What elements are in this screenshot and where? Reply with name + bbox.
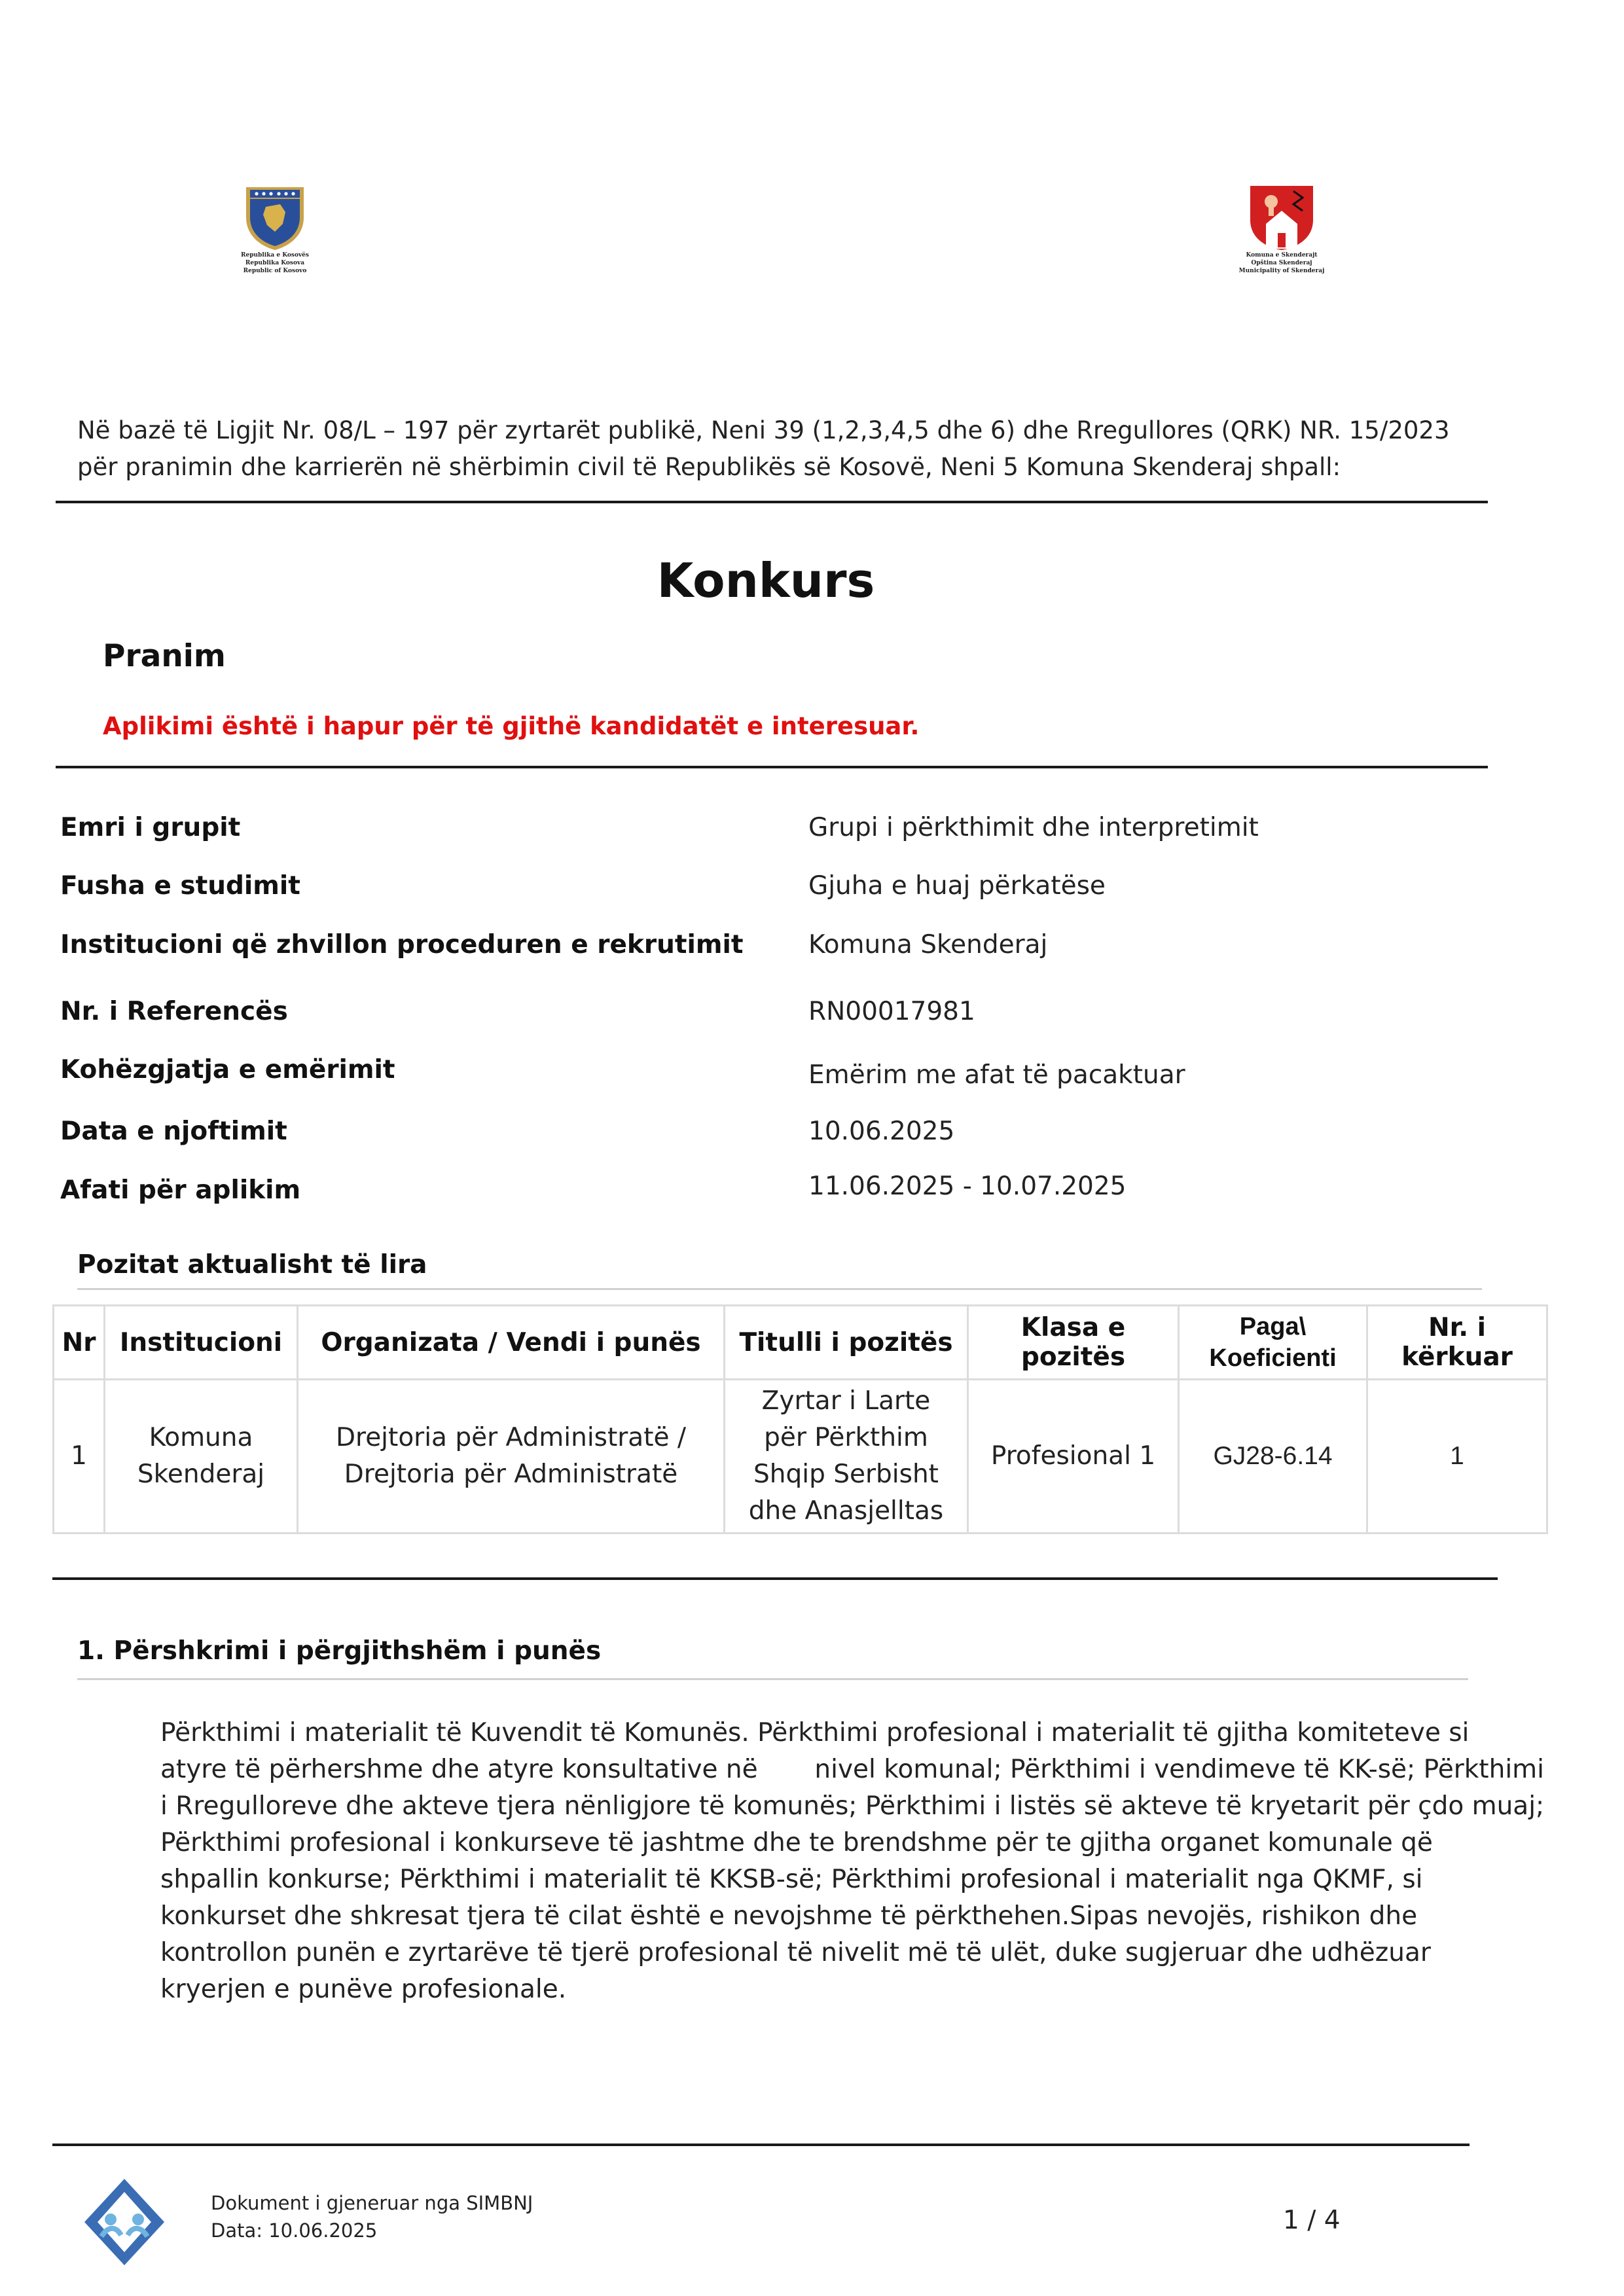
col-header-institution: Institucioni — [105, 1306, 298, 1380]
footer-text — [211, 2189, 533, 2244]
desc-line: i Rregulloreve dhe akteve tjera nënligjore të komunës; Përkthimi i listës së akteve të kryetarit për çdo muaj; — [160, 1791, 1545, 1821]
desc-line: kryerjen e punëve profesionale. — [160, 1975, 567, 2004]
detail-value-notice-date: 10.06.2025 — [808, 1117, 955, 1146]
footer-date: Data: 10.06.2025 — [211, 2219, 378, 2242]
divider-after-table — [52, 1577, 1498, 1580]
section-1-body — [160, 1715, 1545, 2008]
divider-after-title — [56, 766, 1488, 768]
skenderaj-coat-of-arms-icon — [1248, 183, 1316, 251]
cell-salary: GJ28-6.14 — [1179, 1380, 1367, 1534]
cell-institution: Komuna Skenderaj — [105, 1380, 298, 1534]
divider-top — [56, 501, 1488, 503]
detail-label-group: Emri i grupit — [60, 813, 241, 842]
simbnj-logo-icon — [82, 2176, 167, 2268]
intro-line-2: për pranimin dhe karrierën në shërbimin civil të Republikës së Kosovë, Neni 5 Komuna Skenderaj shpall: — [77, 453, 1341, 481]
cell-required: 1 — [1367, 1380, 1547, 1534]
right-logo-caption: Komuna e Skenderajt Opština Skenderaj Municipality of Skenderaj — [1238, 252, 1325, 274]
detail-label-deadline: Afati për aplikim — [60, 1175, 301, 1205]
section-1-underline — [77, 1678, 1468, 1680]
detail-value-reference: RN00017981 — [808, 997, 975, 1026]
detail-label-duration: Kohëzgjatja e emërimit — [60, 1055, 395, 1085]
col-header-organization: Organizata / Vendi i punës — [298, 1306, 725, 1380]
detail-label-institution: Institucioni që zhvillon proceduren e rekrutimit — [60, 930, 744, 960]
positions-heading: Pozitat aktualisht të lira — [77, 1250, 427, 1280]
cell-organization: Drejtoria për Administratë / Drejtoria për Administratë — [298, 1380, 725, 1534]
detail-label-field: Fusha e studimit — [60, 871, 300, 901]
col-header-salary: Paga\ Koeficienti — [1179, 1306, 1367, 1380]
kosovo-coat-of-arms-icon — [242, 183, 308, 251]
footer-generated: Dokument i gjeneruar nga SIMBNJ — [211, 2192, 533, 2214]
positions-heading-underline — [77, 1288, 1482, 1290]
desc-line: konkurset dhe shkresat tjera të cilat është e nevojshme të përkthehen.Sipas nevojës, rishikon dhe — [160, 1901, 1418, 1931]
cell-position-class: Profesional 1 — [968, 1380, 1179, 1534]
subtitle: Pranim — [103, 638, 226, 674]
right-logo — [1236, 183, 1327, 275]
desc-line: atyre të përhershme dhe atyre konsultative në nivel komunal; Përkthimi i vendimeve të KK-së; Përkthimi — [160, 1755, 1544, 1784]
table-header-row — [54, 1306, 1547, 1380]
desc-line: kontrollon punën e zyrtarëve të tjerë profesional të nivelit më të ulët, duke sugjeruar dhe udhëzuar — [160, 1938, 1431, 1967]
detail-label-notice-date: Data e njoftimit — [60, 1117, 287, 1146]
positions-table — [52, 1304, 1548, 1534]
col-header-position-class: Klasa e pozitës — [968, 1306, 1179, 1380]
page-title: Konkurs — [657, 553, 875, 608]
detail-value-field: Gjuha e huaj përkatëse — [808, 871, 1106, 901]
desc-line: Përkthimi i materialit të Kuvendit të Komunës. Përkthimi profesional i materialit të gjitha komiteteve si — [160, 1718, 1470, 1748]
page-number: 1 / 4 — [1283, 2206, 1341, 2235]
open-note: Aplikimi është i hapur për të gjithë kandidatët e interesuar. — [103, 712, 920, 740]
detail-label-reference: Nr. i Referencës — [60, 997, 288, 1026]
col-header-position-title: Titulli i pozitës — [725, 1306, 968, 1380]
intro-line-1: Në bazë të Ligjit Nr. 08/L – 197 për zyrtarët publikë, Neni 39 (1,2,3,4,5 dhe 6) dhe Rregullores (QRK) NR. 15/2023 — [77, 416, 1450, 444]
detail-value-duration: Emërim me afat të pacaktuar — [808, 1060, 1185, 1090]
detail-value-group: Grupi i përkthimit dhe interpretimit — [808, 813, 1259, 842]
cell-nr: 1 — [54, 1380, 105, 1534]
footer-divider — [52, 2144, 1470, 2146]
col-header-required: Nr. i kërkuar — [1367, 1306, 1547, 1380]
detail-value-institution: Komuna Skenderaj — [808, 930, 1048, 960]
table-row — [54, 1380, 1547, 1534]
left-logo-caption: Republika e Kosovës Republika Kosova Republic of Kosovo — [241, 252, 309, 274]
col-header-nr: Nr — [54, 1306, 105, 1380]
intro-text — [77, 412, 1583, 486]
left-logo — [236, 183, 314, 275]
desc-line: shpallin konkurse; Përkthimi i materialit të KKSB-së; Përkthimi profesional i materialit nga QKMF, si — [160, 1865, 1423, 1894]
section-1-heading: 1. Përshkrimi i përgjithshëm i punës — [77, 1636, 602, 1666]
desc-line: Përkthimi profesional i konkurseve të jashtme dhe te brendshme për te gjitha organet komunale që — [160, 1828, 1433, 1857]
detail-value-deadline: 11.06.2025 - 10.07.2025 — [808, 1172, 1127, 1201]
cell-position-title: Zyrtar i Larte për Përkthim Shqip Serbisht dhe Anasjelltas — [725, 1380, 968, 1534]
